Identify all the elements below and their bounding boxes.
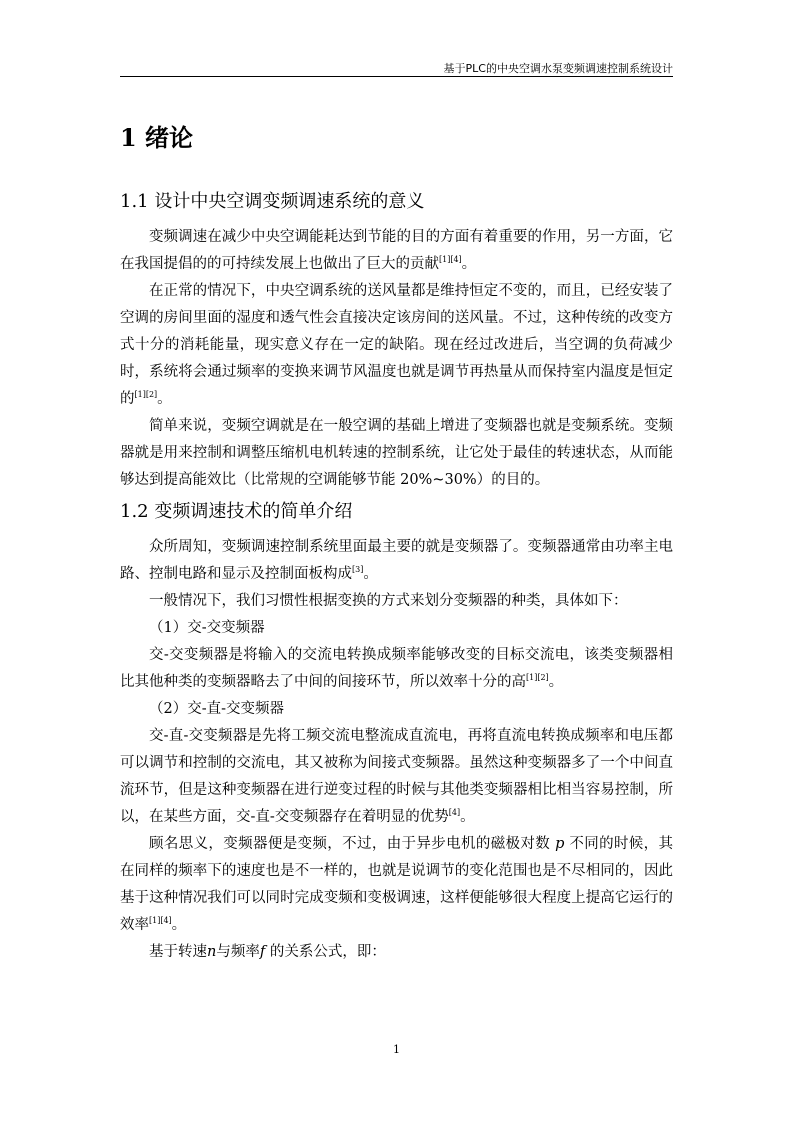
paragraph: 交-交变频器是将输入的交流电转换成频率能够改变的目标交流电，该类变频器相比其他种类的变频器略去了中间的间接环节，所以效率十分的高[1][2]。 — [120, 647, 673, 690]
paragraph: 简单来说，变频空调就是在一般空调的基础上增进了变频器也就是变频系统。变频器就是用来控制和调整压缩机电机转速的控制系统，让它处于最佳的转速状态，从而能够达到提高能效比（比常规的空调能够节能 20%~30%）的目的。 — [120, 418, 673, 488]
citation: [1][2] — [526, 673, 549, 682]
paragraph: 顾名思义，变频器便是变频，不过，由于异步电机的磁极对数 p 不同的时候，其在同样的频率下的速度也是不一样的，也就是说调节的变化范围也是不尽相同的，因此基于这种情况我们可以同时完成变频和变极调速，这样便能够很大程度上提高它运行的效率[1][4]。 — [120, 836, 674, 933]
list-item-heading: （1）交-交变频器 — [149, 620, 265, 636]
page-number: 1 — [393, 1043, 400, 1056]
section-1-1-title: 1.1 设计中央空调变频调速系统的意义 — [120, 191, 425, 212]
variable-f: f — [259, 944, 266, 960]
citation: [1][2] — [134, 390, 158, 399]
paragraph: 众所周知，变频调速控制系统里面最主要的就是变频器了。变频器通常由功率主电路、控制电路和显示及控制面板构成[3]。 — [120, 539, 673, 582]
section-1-2-title: 1.2 变频调速技术的简单介绍 — [120, 501, 353, 522]
header-rule — [120, 76, 673, 77]
running-header: 基于PLC的中央空调水泵变频调速控制系统设计 — [443, 62, 673, 75]
paragraph: 变频调速在减少中央空调能耗达到节能的目的方面有着重要的作用，另一方面，它在我国提倡的的可持续发展上也做出了巨大的贡献[1][4]。 — [120, 229, 673, 272]
chapter-title: 1 绪论 — [120, 123, 194, 152]
paragraph: 在正常的情况下，中央空调系统的送风量都是维持恒定不变的，而且，已经安装了空调的房间里面的湿度和透气性会直接决定该房间的送风量。不过，这种传统的改变方式十分的消耗能量，现实意义存在一定的缺陷。现在经过改进后，当空调的负荷减少时，系统将会通过频率的变换来调节风温度也就是调节再热量从而保持室内温度是恒定的[1][2]。 — [120, 283, 673, 407]
page-content — [120, 118, 673, 966]
list-item-heading: （2）交-直-交变频器 — [149, 701, 285, 717]
citation: [4] — [448, 808, 461, 817]
citation: [1][4] — [149, 916, 172, 925]
variable-p: p — [555, 836, 565, 852]
paragraph: 一般情况下，我们习惯性根据变换的方式来划分变频器的种类，具体如下： — [149, 593, 628, 609]
variable-n: n — [207, 944, 217, 960]
citation: [3] — [352, 565, 364, 574]
paragraph: 交-直-交变频器是先将工频交流电整流成直流电，再将直流电转换成频率和电压都可以调节和控制的交流电，其又被称为间接式变频器。虽然这种变频器多了一个中间直流环节，但是这种变频器在进行逆变过程的时候与其他类变频器相比相当容易控制，所以，在某些方面，交-直-交变频器存在着明显的优势[4]。 — [120, 728, 673, 825]
paragraph: 基于转速n与频率f 的关系公式，即： — [149, 944, 386, 960]
citation: [1][4] — [439, 255, 462, 264]
